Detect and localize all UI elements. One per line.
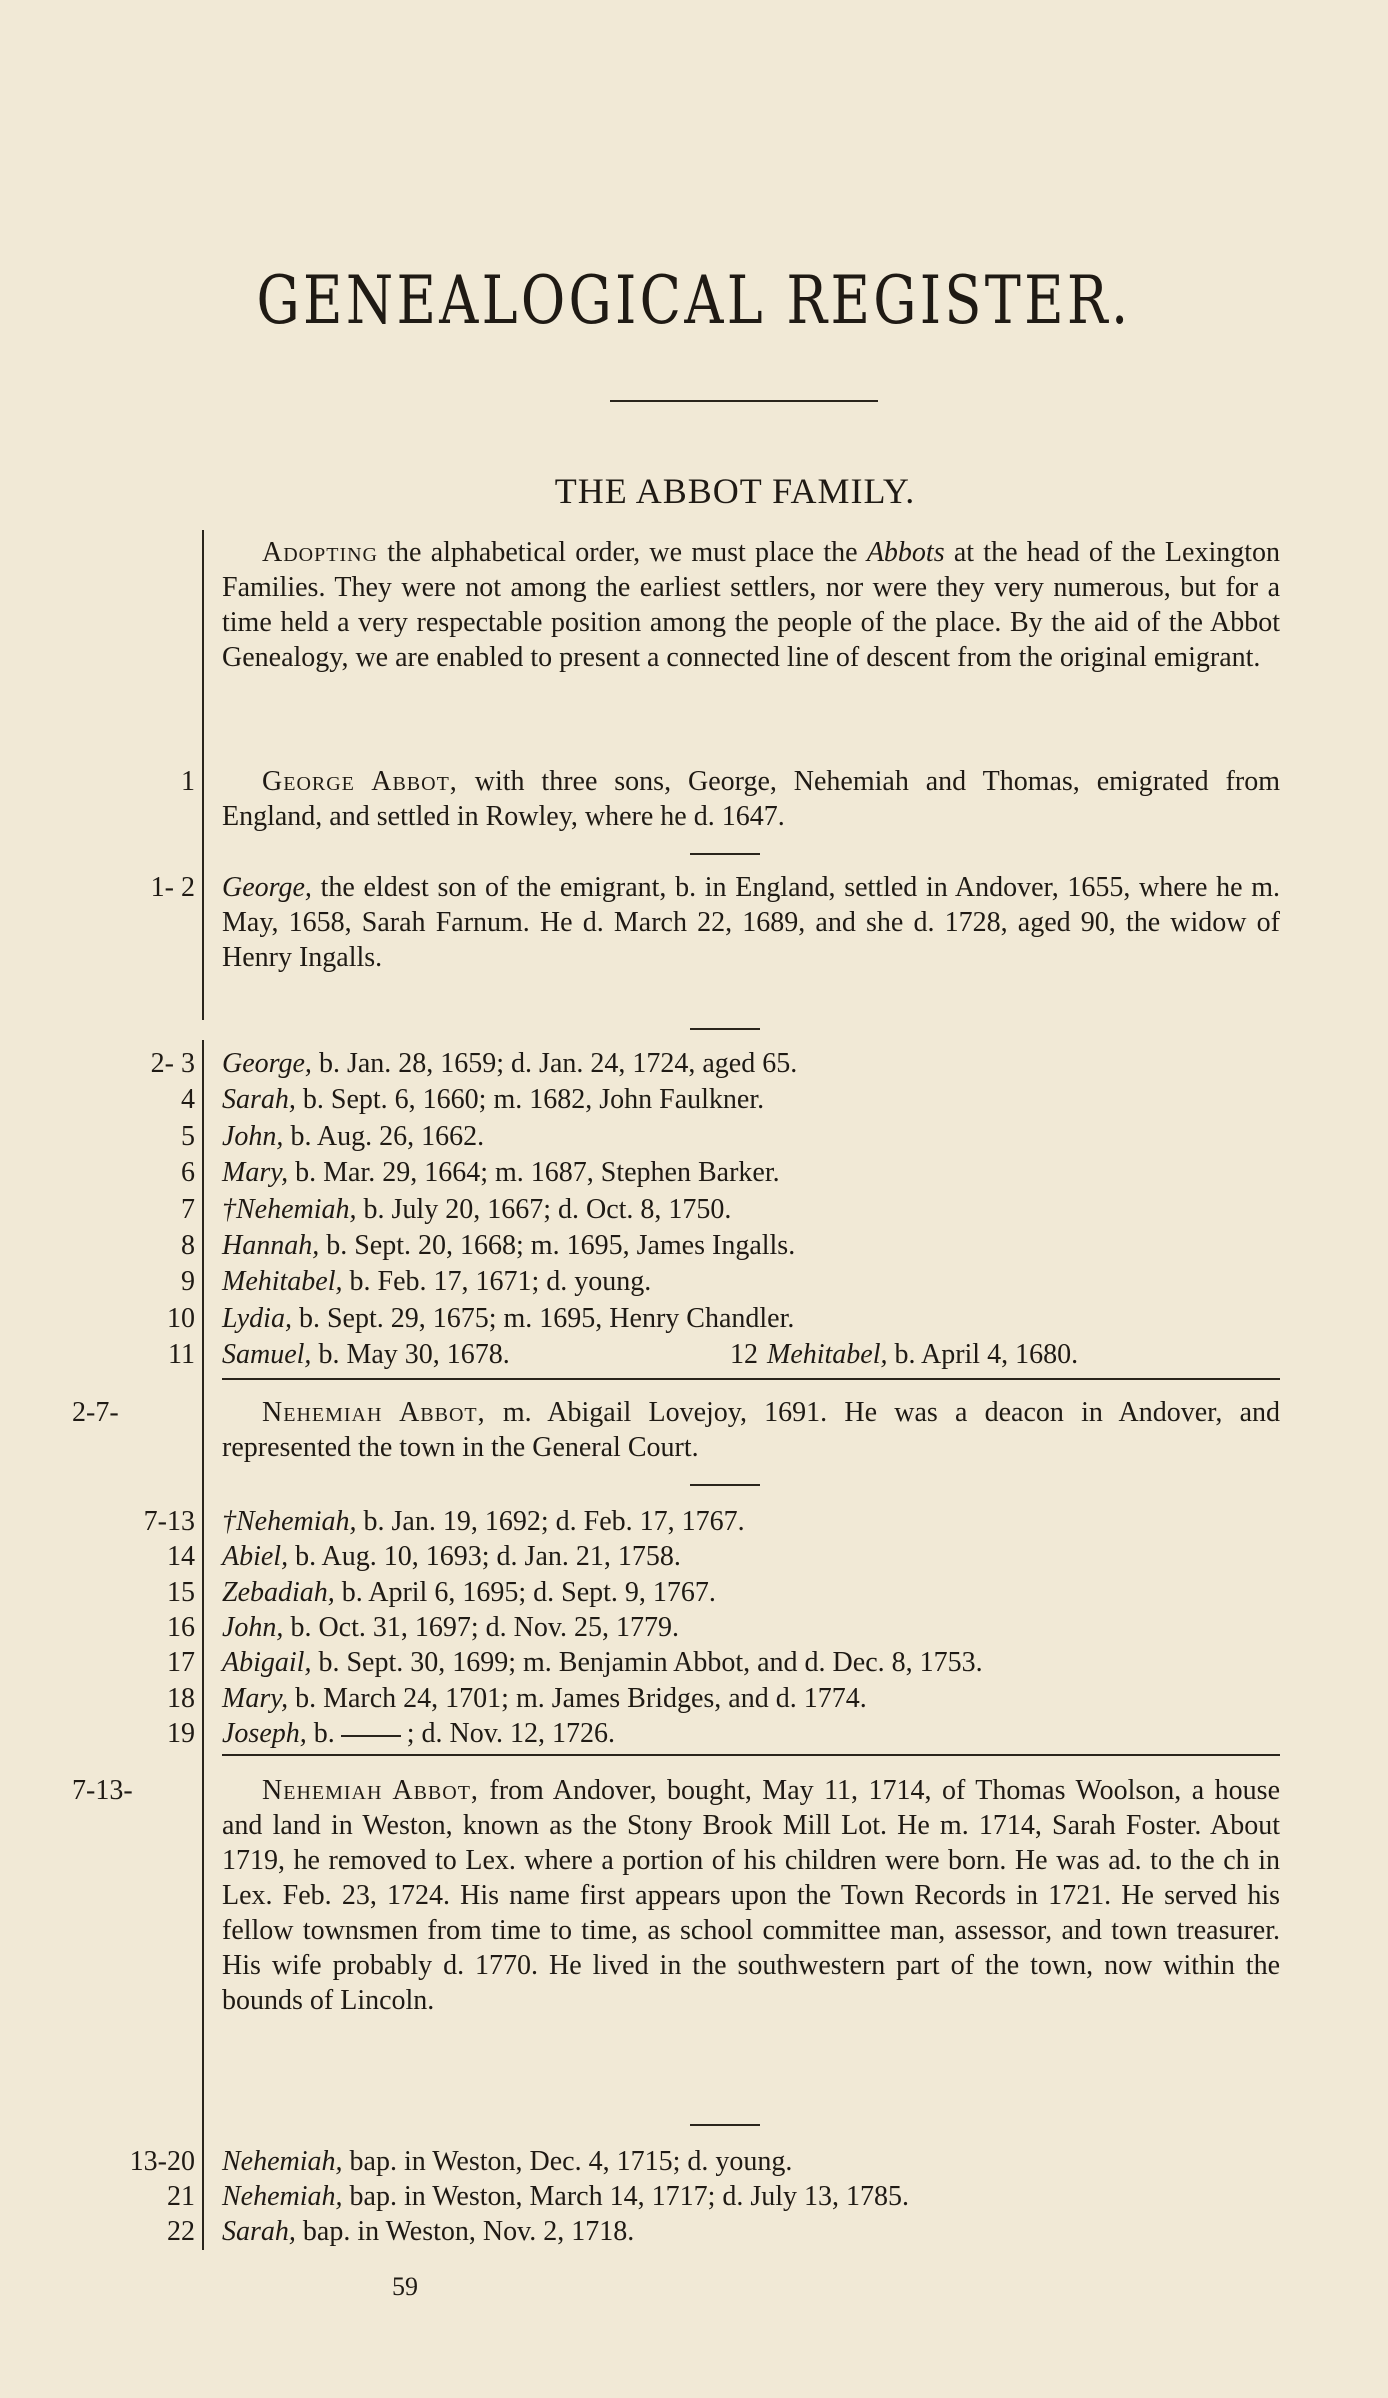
child-entry (222, 1645, 1302, 1680)
section-divider (690, 1028, 760, 1030)
child-name: Samuel, (222, 1339, 312, 1371)
entry-number: 1- 2 (150, 872, 195, 903)
child-details: b. Jan. 19, 1692; d. Feb. 17, 1767. (356, 1506, 745, 1537)
child-name: Abigail, (222, 1647, 312, 1679)
entry-number: 19 (167, 1718, 195, 1749)
child-entry (222, 2144, 1302, 2179)
entry-mehitabel-12: Mehitabel, b. April 4, 1680. (767, 1339, 1079, 1370)
child-name: Mary, (222, 1157, 289, 1189)
child-details: b. Sept. 30, 1699; m. Benjamin Abbot, and d. Dec. 8, 1753. (311, 1647, 983, 1679)
child-details: bap. in Weston, Dec. 4, 1715; d. young. (342, 2146, 793, 2177)
entry-george-jr: George, the eldest son of the emigrant, b. in England, settled in Andover, 1655, where he m. May, 1658, Sarah Farnum. He d. March 22, 1689, and she d. 1728, aged 90, the widow of Henry Ingalls. (222, 872, 1280, 973)
child-details: b. Aug. 26, 1662. (283, 1120, 485, 1152)
entry-number: 2-7- (72, 1397, 119, 1428)
child-details: b. May 30, 1678. (311, 1339, 510, 1371)
child-entry (222, 1610, 1302, 1645)
entry-number: 5 (181, 1120, 195, 1152)
child-name: Lydia, (222, 1302, 292, 1334)
child-name: George, (222, 1048, 312, 1079)
child-name: Abiel, (222, 1541, 289, 1573)
child-details: b. July 20, 1667; d. Oct. 8, 1750. (356, 1193, 732, 1225)
entry-number: 6 (181, 1157, 195, 1189)
family-title: THE ABBOT FAMILY. (554, 471, 916, 511)
child-name: John, (222, 1120, 284, 1152)
entry-number: 2- 3 (150, 1048, 195, 1079)
entry-nehemiah-2: Nehemiah Abbot, from Andover, bought, May 11, 1714, of Thomas Woolson, a house and land in Weston, known as the Stony Brook Mill Lot. He m. 1714, Sarah Foster. About 1719, he removed to Lex. where a portion of his children were born. He was ad. to the ch in Lex. Feb. 23, 1724. His name first appears upon the Town Records in 1721. He served his fellow townsmen from time to time, as school committee man, assessor, and town treasurer. His wife probably d. 1770. He lived in the southwestern part of the town, now within the bounds of Lincoln. (222, 1775, 1280, 2016)
child-name: Mehitabel, (222, 1266, 343, 1298)
child-entry (222, 2214, 1302, 2249)
child-entry (222, 1264, 1302, 1299)
title-divider (610, 400, 878, 402)
entry-joseph: Joseph, b. ; d. Nov. 12, 1726. (222, 1718, 615, 1749)
child-details: b. Aug. 10, 1693; d. Jan. 21, 1758. (288, 1541, 681, 1573)
child-entry (222, 2179, 1302, 2214)
child-entry (222, 1192, 1302, 1227)
child-entry (222, 1228, 1302, 1263)
child-details: b. Sept. 6, 1660; m. 1682, John Faulkner. (295, 1084, 765, 1116)
entry-number: 14 (167, 1541, 195, 1573)
child-name: Zebadiah, (222, 1576, 335, 1608)
child-name: Sarah, (222, 1084, 296, 1116)
entry-number: 17 (167, 1647, 195, 1679)
section-divider (690, 853, 760, 855)
child-details: b. Feb. 17, 1671; d. young. (342, 1266, 652, 1298)
child-name: Nehemiah, (222, 2181, 343, 2212)
child-entry (222, 1155, 1302, 1190)
child-entry (222, 1082, 1302, 1117)
entry-number: 9 (181, 1266, 195, 1298)
section-divider (690, 2124, 760, 2126)
entry-number: 13-20 (129, 2146, 195, 2177)
entry-number: 16 (167, 1611, 195, 1643)
entry-number: 10 (167, 1302, 195, 1334)
entry-number: 4 (181, 1084, 195, 1116)
entry-number: 11 (168, 1339, 195, 1371)
child-details: bap. in Weston, March 14, 1717; d. July 13, 1785. (342, 2181, 910, 2212)
child-entry (222, 1301, 1302, 1336)
child-name: John, (222, 1611, 284, 1643)
entry-number: 18 (167, 1682, 195, 1714)
child-details: b. Sept. 20, 1668; m. 1695, James Ingalls. (319, 1230, 796, 1261)
child-details: b. Mar. 29, 1664; m. 1687, Stephen Barker. (288, 1157, 780, 1189)
child-details: b. April 6, 1695; d. Sept. 9, 1767. (334, 1576, 716, 1608)
child-details: b. Jan. 28, 1659; d. Jan. 24, 1724, aged 65. (311, 1048, 798, 1079)
section-divider (222, 1378, 1280, 1380)
entry-number: 12 (730, 1339, 758, 1370)
intro-paragraph: Adopting the alphabetical order, we must place the Abbots at the head of the Lexington Families. They were not among the earliest settlers, nor were they very numerous, but for a time held a very respectable position among the people of the place. By the aid of the Abbot Genealogy, we are enabled to present a connected line of descent from the original emigrant. (222, 537, 1280, 673)
child-entry (222, 1681, 1302, 1716)
child-entry (222, 1504, 1302, 1539)
page-number: 59 (392, 2272, 418, 2301)
entry-nehemiah-1: Nehemiah Abbot, m. Abigail Lovejoy, 1691. He was a deacon in Andover, and represented the town in the General Court. (222, 1397, 1280, 1463)
child-name: Sarah, (222, 2216, 296, 2247)
child-details: b. Oct. 31, 1697; d. Nov. 25, 1779. (283, 1611, 680, 1643)
entry-number: 7-13- (72, 1775, 133, 1806)
margin-rule (202, 530, 204, 1020)
child-name: Mary, (222, 1682, 289, 1714)
blank-dash (341, 1735, 401, 1737)
child-details: bap. in Weston, Nov. 2, 1718. (295, 2216, 635, 2247)
child-entry (222, 1119, 1302, 1154)
entry-number: 21 (167, 2181, 195, 2212)
child-entry (222, 1046, 1302, 1081)
entry-number: 22 (167, 2216, 195, 2247)
child-name: †Nehemiah, (222, 1506, 357, 1537)
entry-number: 8 (181, 1230, 195, 1261)
child-name: Hannah, (222, 1230, 320, 1261)
child-name: Nehemiah, (222, 2146, 343, 2177)
child-entry (222, 1575, 1302, 1610)
entry-number: 7-13 (143, 1506, 195, 1537)
child-name: †Nehemiah, (222, 1193, 357, 1225)
entry-number: 7 (181, 1193, 195, 1225)
child-details: b. Sept. 29, 1675; m. 1695, Henry Chandler. (291, 1302, 795, 1334)
margin-rule (202, 1040, 204, 2250)
child-details: b. March 24, 1701; m. James Bridges, and d. 1774. (288, 1682, 867, 1714)
section-divider (222, 1754, 1280, 1756)
entry-number: 15 (167, 1576, 195, 1608)
section-divider (690, 1484, 760, 1486)
child-entry (222, 1539, 1302, 1574)
entry-george-sr: George Abbot, with three sons, George, Nehemiah and Thomas, emigrated from England, and settled in Rowley, where he d. 1647. (222, 766, 1280, 832)
page-title: GENEALOGICAL REGISTER. (256, 262, 1132, 339)
entry-number: 1 (181, 766, 195, 797)
